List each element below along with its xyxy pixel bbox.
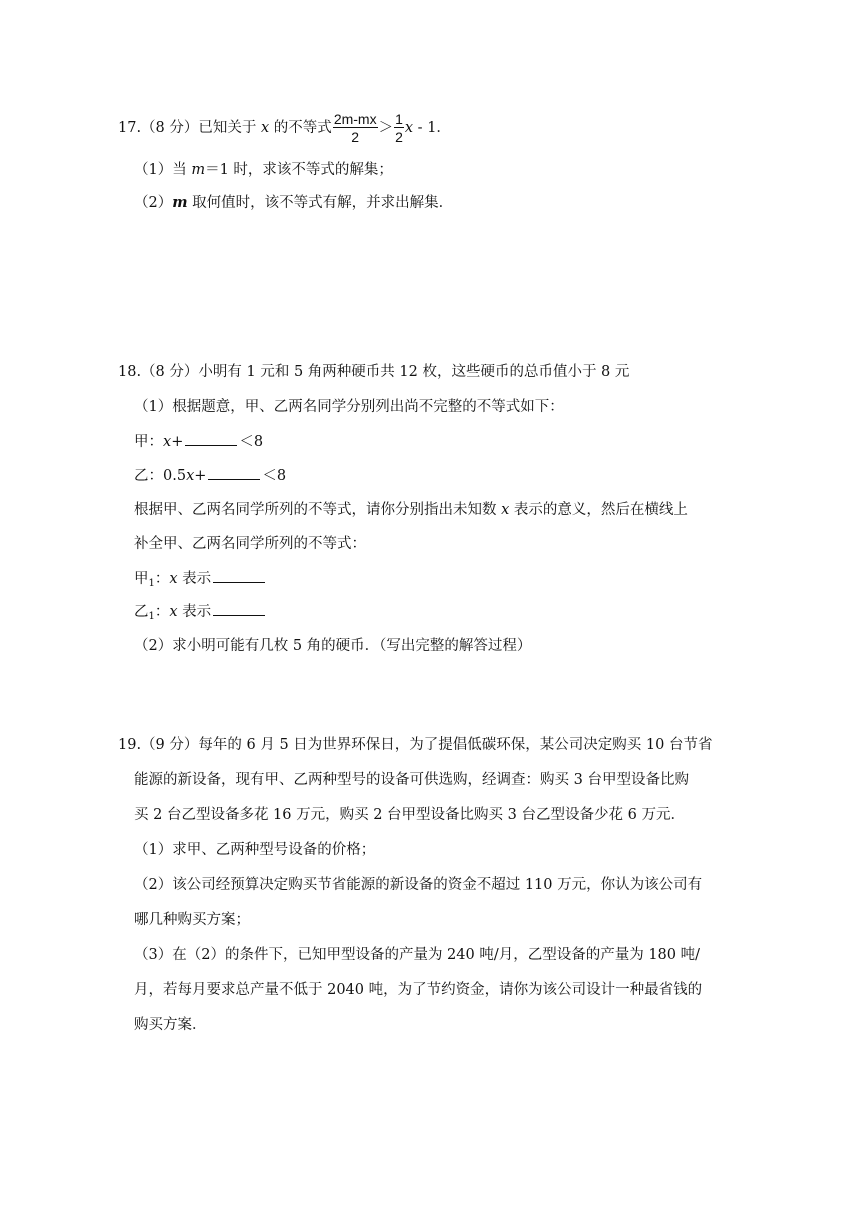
q19-part2-line2: 哪几种购买方案； xyxy=(134,912,250,928)
yi-label: 乙：0.5 xyxy=(134,468,187,484)
fraction-one-half xyxy=(394,112,404,144)
q18-yi1-meaning xyxy=(134,600,267,622)
q19-part2-line1: （2）该公司经预算决定购买节省能源的新设备的资金不超过 110 万元，你认为该公司有 xyxy=(134,877,703,893)
var-m: m xyxy=(191,162,206,178)
q18-jia-inequality xyxy=(134,430,263,451)
fill-blank[interactable] xyxy=(208,467,260,480)
q18-description-line1 xyxy=(134,498,688,519)
fraction-2m-mx-over-2 xyxy=(333,112,378,144)
q19-line3: 买 2 台乙型设备多花 16 万元，购买 2 台甲型设备比购买 3 台乙型设备少花 6 万元． xyxy=(134,807,685,823)
q18-description-line2: 补全甲、乙两名同学所列的不等式： xyxy=(134,536,366,552)
q18-part2: （2）求小明可能有几枚 5 角的硬币．（写出完整的解答过程） xyxy=(134,638,532,654)
var-m: m xyxy=(172,194,188,211)
fraction-denominator: 2 xyxy=(351,129,360,145)
q19-part1: （1）求甲、乙两种型号设备的价格； xyxy=(134,842,376,858)
plus-sign: + xyxy=(171,434,184,450)
fraction-numerator: 1 xyxy=(395,111,403,127)
jia-label: 甲： xyxy=(134,434,163,450)
fraction-denominator: 2 xyxy=(395,129,403,145)
fraction-numerator: 2m-mx xyxy=(333,111,377,127)
q17-part1-prefix: （1）当 xyxy=(134,162,192,178)
q18-jia1-meaning xyxy=(134,567,267,589)
desc-rest: 表示的意义，然后在横线上 xyxy=(509,502,688,518)
q19-line1: 19.（9 分）每年的 6 月 5 日为世界环保日，为了提倡低碳环保，某公司决定购买 10 台节省 xyxy=(118,737,713,753)
q19-part3-line2: 月，若每月要求总产量不低于 2040 吨，为了节约资金，请你为该公司设计一种最省钱的 xyxy=(134,982,703,998)
q19-part3-line3: 购买方案． xyxy=(134,1017,207,1033)
q17-part1 xyxy=(134,158,393,179)
var-x: x xyxy=(186,468,195,484)
means-label: 表示 xyxy=(177,571,212,587)
q17-part2-rest: 取何值时，该不等式有解，并求出解集． xyxy=(187,195,454,211)
q18-heading: 18.（8 分）小明有 1 元和 5 角两种硬币共 12 枚，这些硬币的总币值小于 8 元 xyxy=(118,364,630,380)
q19-part3-line1: （3）在（2）的条件下，已知甲型设备的产量为 240 吨/月，乙型设备的产量为 180 吨/ xyxy=(134,947,701,963)
colon: ： xyxy=(154,604,170,620)
var-x: x xyxy=(169,604,178,620)
fill-blank[interactable] xyxy=(213,570,265,583)
q17-mid: 的不等式 xyxy=(269,120,332,136)
yi1-label: 乙 xyxy=(134,604,149,620)
subscript-1: 1 xyxy=(148,611,155,622)
var-x: x xyxy=(261,120,270,136)
var-x: x xyxy=(169,571,178,587)
q19-line2: 能源的新设备，现有甲、乙两种型号的设备可供选购，经调查：购买 3 台甲型设备比购 xyxy=(134,772,689,788)
fill-blank[interactable] xyxy=(185,433,237,446)
less-than-8: ＜8 xyxy=(262,468,287,484)
less-than-8: ＜8 xyxy=(239,434,264,450)
plus-sign: + xyxy=(194,468,207,484)
q17-part2-prefix: （2） xyxy=(134,195,173,211)
q17-heading xyxy=(118,112,451,144)
means-label: 表示 xyxy=(177,604,212,620)
subscript-1: 1 xyxy=(148,578,155,589)
q17-tail: - 1． xyxy=(413,120,451,136)
q17-part1-rest: ＝1 时，求该不等式的解集； xyxy=(205,162,393,178)
jia1-label: 甲 xyxy=(134,571,149,587)
desc-prefix: 根据甲、乙两名同学所列的不等式，请你分别指出未知数 xyxy=(134,502,502,518)
q17-part2 xyxy=(134,191,453,212)
q18-part1: （1）根据题意，甲、乙两名同学分别列出尚不完整的不等式如下： xyxy=(134,399,564,415)
colon: ： xyxy=(154,571,170,587)
q17-prefix: 17.（8 分）已知关于 xyxy=(118,120,262,136)
var-x: x xyxy=(501,502,510,518)
var-x: x xyxy=(163,434,172,450)
q18-yi-inequality xyxy=(134,464,286,485)
fill-blank[interactable] xyxy=(213,603,265,616)
greater-than-sign: ＞ xyxy=(378,120,394,136)
var-x: x xyxy=(404,120,414,136)
